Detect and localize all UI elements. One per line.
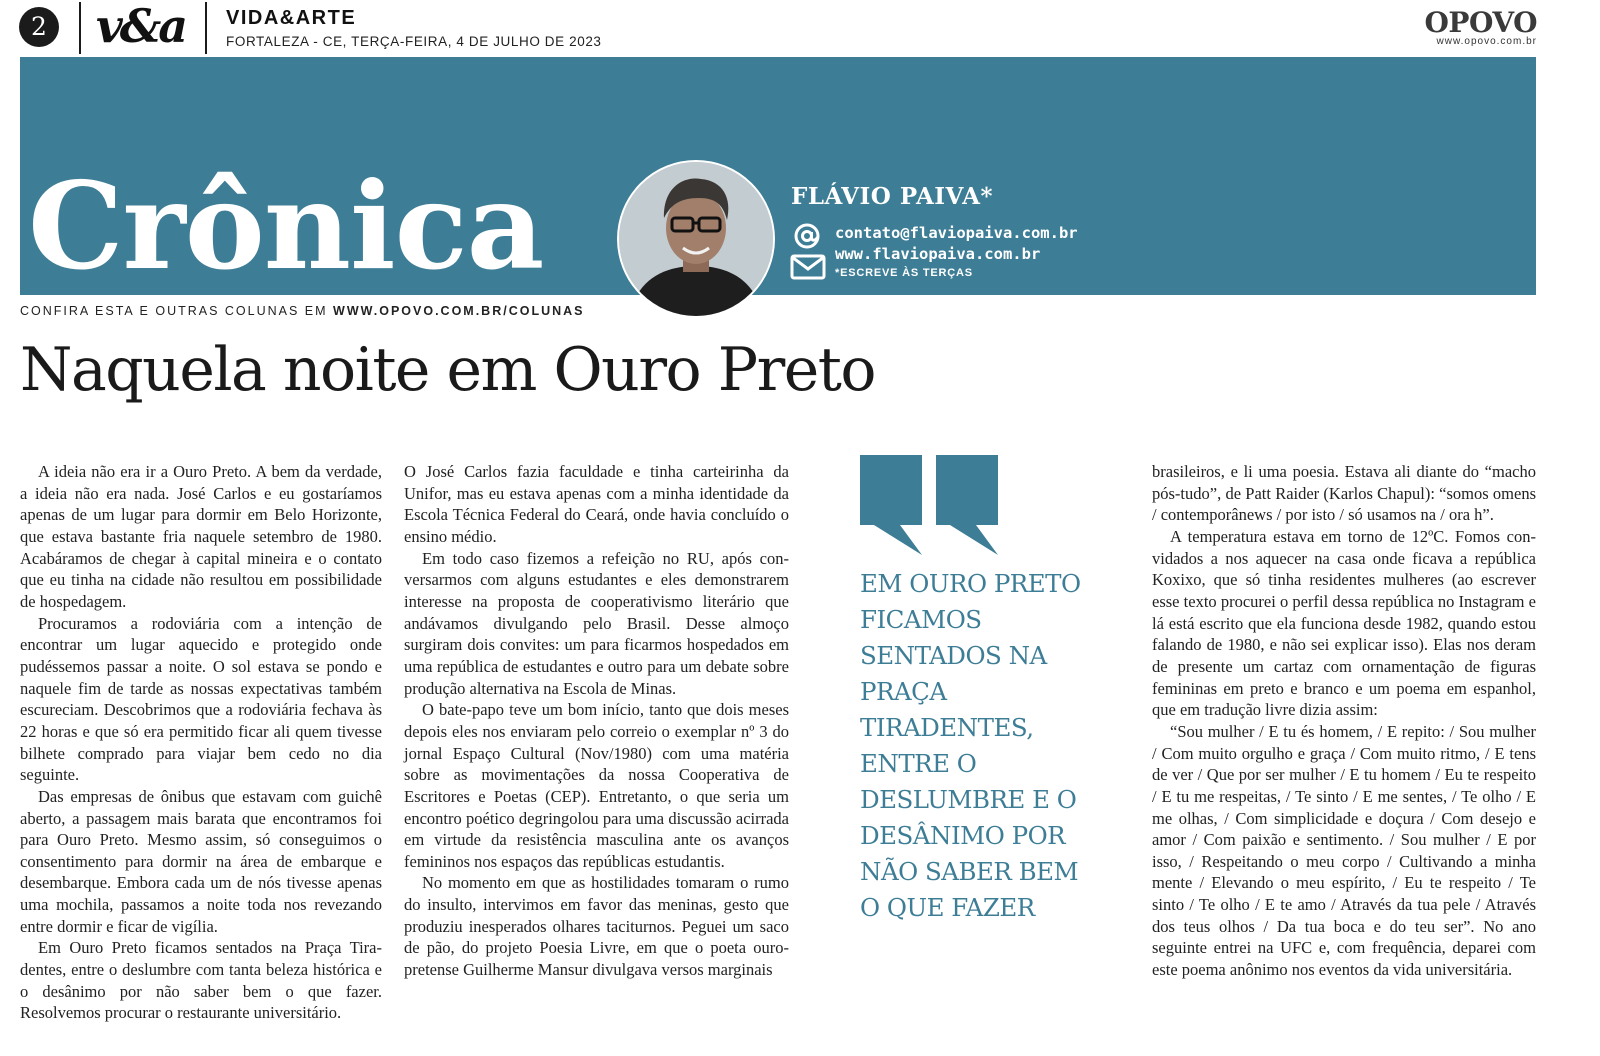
article-column-2 [404, 461, 789, 981]
contact-icons [789, 222, 829, 284]
paragraph: Em Ouro Preto ficamos sentados na Praça Tiradentes, entre o deslumbre com tanta beleza histórica e o desânimo por não saber bem o que fazer. Resolvemos procurar o restaurante universitário. [20, 938, 382, 1023]
paragraph: “Sou mulher / E tu és homem, / E repito: / Sou mulher / Com muito orgulho e graça / Com muito ritmo, / E tens de ver / Que por ser mulher / E tu homem / Eu te respeito / E tu me respeitas, / Te sinto / E me sentes, / Te olho / E me olhas, / Com simplicidade e doçura / Com desejo e amor / Com paixão e sentimento. / Sou mulher / E por isso, / Respeitando o meu corpo / Cultivando a minha mente / Elevando o meu espírito, / Eu te respeito / Te sinto / Te olho / E te amo / Através da tua pele / Através dos teus olhos / Da tua boca e do teu ser”. No ano seguinte entrei na UFC e, com frequência, deparei com este poema anônimo nos eventos da vida universitária. [1152, 721, 1536, 980]
brand-logo[interactable]: OPOVO [1424, 6, 1537, 39]
column-title: Crônica [28, 156, 544, 297]
article-column-1 [20, 461, 382, 1024]
section-logo: v&a [96, 0, 186, 53]
divider [205, 2, 207, 54]
paragraph: Em todo caso fizemos a refeição no RU, após conversarmos com alguns estudantes e eles demonstrarem interesse na proposta de cooperativismo literário que andávamos divulgando pelo Brasil. Desse almoço surgiram dois convites: um para ficarmos hospedados em uma república de estudantes e outro para um debate sobre produção alternativa na Escola de Minas. [404, 548, 789, 698]
author-email-link[interactable]: contato@flaviopaiva.com.br [835, 224, 1078, 242]
paragraph: A temperatura estava em torno de 12ºC. Fomos convidados a nos aquecer na casa onde ficava a república Koxixo, que só tinha residentes mulheres (ao escrever esse texto procurei o perfil dessa república no Instagram e lá está escrito que ela funciona desde 1982, quando estou falando de 1980, e não sei explicar isso). Elas nos deram de presente um cartaz com ornamentação de figuras femininas em preto e branco e um poema em espanhol, que em tradução livre dizia assim: [1152, 526, 1536, 720]
author-name: FLÁVIO PAIVA* [791, 183, 993, 210]
quote-marks-icon [860, 455, 1000, 559]
dateline: FORTALEZA - CE, TERÇA-FEIRA, 4 DE JULHO DE 2023 [226, 34, 602, 49]
article-column-4 [1152, 461, 1536, 981]
columns-url-link[interactable]: WWW.OPOVO.COM.BR/COLUNAS [333, 304, 585, 318]
paragraph: No momento em que as hostilidades tomaram o rumo do insulto, intervimos em favor das meninas, gesto que produziu inesperados olhares taciturnos. Peguei um saco de pão, do projeto Poesia Livre, em que o poeta ouro-pretense Guilherme Mansur divulgava versos marginais [404, 873, 789, 980]
more-columns-label: CONFIRA ESTA E OUTRAS COLUNAS EM [20, 304, 334, 318]
at-icon [796, 225, 818, 247]
envelope-icon [792, 256, 824, 278]
paragraph: A ideia não era ir a Ouro Preto. A bem da verdade, a ideia não era nada. José Carlos e eu gostaríamos apenas de um lugar para dormir em Belo Horizonte, que estava bastante fria naquele setembro de 1980. Acabáramos de chegar à capital mineira e o contato que eu tinha na cidade não resultou em possibilidade de hospedagem. [20, 462, 382, 611]
paragraph: O bate-papo teve um bom início, tanto que dois meses depois eles nos enviaram pelo correio o exemplar nº 3 do jornal Espaço Cultural (Nov/1980) com uma matéria sobre as movimentações da nossa Cooperativa de Escritores e Poetas (CEP). Entretanto, o que seria um encontro poético degringolou para uma discussão acirrada em virtude da resistência masculina ante os avanços femininos nos espaços das repúblicas estudantis. [404, 700, 789, 871]
author-photo [617, 160, 775, 318]
article-headline: Naquela noite em Ouro Preto [20, 335, 875, 405]
more-columns-line [20, 304, 585, 318]
paragraph: brasileiros, e li uma poesia. Estava ali diante do “macho pós-tudo”, de Patt Raider (Karlos Chapul): “somos omens / contemporânews / por isto / só usamos na / ora h”. [1152, 462, 1536, 525]
page-number: 2 [19, 7, 59, 47]
paragraph: Procuramos a rodoviária com a intenção de encontrar um lugar aquecido e protegido onde pudéssemos passar a noite. O sol estava se pondo e naquele fim de tarde as nossas expectativas também escureciam. Descobrimos que a rodoviária fechava às 22 horas e que só era permitido ficar ali quem tivesse bilhete comprado para viajar bem cedo no dia seguinte. [20, 613, 382, 785]
paragraph: Das empresas de ônibus que estavam com guichê aberto, a passagem mais barata que encontramos foi para Ouro Preto. Mesmo assim, só conseguimos o consentimento para dormir na área de embarque e desembarque. Embora cada um de nós tivesse apenas uma mochila, passamos a noite toda nos revezando entre dormir e ficar de vigília. [20, 786, 382, 936]
divider [79, 2, 81, 54]
section-name: VIDA&ARTE [226, 7, 357, 29]
schedule-note: *ESCREVE ÀS TERÇAS [835, 267, 973, 279]
brand-url[interactable]: www.opovo.com.br [1436, 36, 1537, 47]
paragraph: O José Carlos fazia faculdade e tinha carteirinha da Unifor, mas eu estava apenas com a minha identidade da Escola Técnica Federal do Ceará, onde havia concluído o ensino médio. [404, 462, 789, 546]
author-website-link[interactable]: www.flaviopaiva.com.br [835, 245, 1041, 263]
pull-quote: EM OURO PRETO FICAMOS SENTADOS NA PRAÇA TIRADENTES, ENTRE O DESLUMBRE E O DESÂNIMO POR NÃO SABER BEM O QUE FAZER [860, 569, 1081, 922]
